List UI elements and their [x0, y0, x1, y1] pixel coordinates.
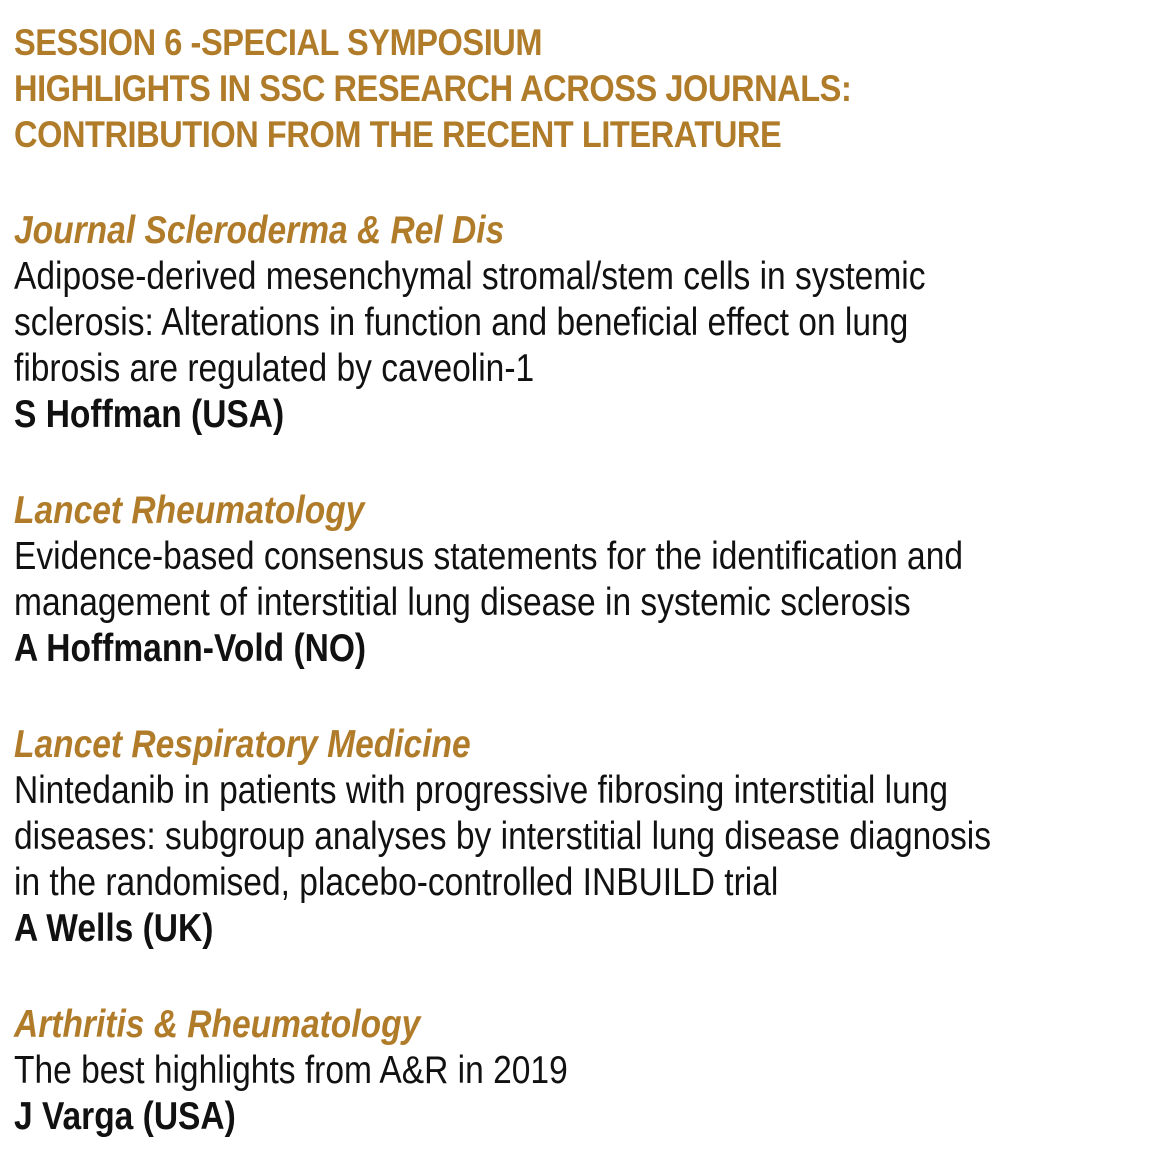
session-title-line-3: CONTRIBUTION FROM THE RECENT LITERATURE — [14, 114, 782, 155]
talk-2 — [14, 488, 1154, 672]
speaker-name: A Hoffmann-Vold (NO) — [14, 627, 367, 670]
talk-3 — [14, 722, 1154, 952]
talk-title-line: management of interstitial lung disease in systemic sclerosis — [14, 581, 911, 624]
journal-name: Journal Scleroderma & Rel Dis — [14, 209, 505, 252]
session-heading — [14, 20, 1017, 158]
journal-name: Lancet Rheumatology — [14, 489, 365, 532]
talk-title-line: The best highlights from A&R in 2019 — [14, 1049, 568, 1092]
talk-title-line: sclerosis: Alterations in function and beneficial effect on lung — [14, 301, 909, 344]
talk-title-line: in the randomised, placebo-controlled INBUILD trial — [14, 861, 779, 904]
symposium-program — [14, 20, 1154, 1140]
talk-title — [14, 1048, 1158, 1094]
speaker-name: S Hoffman (USA) — [14, 393, 285, 436]
journal-name: Arthritis & Rheumatology — [14, 1003, 421, 1046]
talk-title-line: Evidence-based consensus statements for the identification and — [14, 535, 964, 578]
speaker-name: J Varga (USA) — [14, 1095, 236, 1138]
talk-title — [14, 768, 1158, 906]
speaker-name: A Wells (UK) — [14, 907, 214, 950]
talk-title-line: diseases: subgroup analyses by interstitial lung disease diagnosis — [14, 815, 991, 858]
journal-name: Lancet Respiratory Medicine — [14, 723, 471, 766]
talk-title-line: Nintedanib in patients with progressive fibrosing interstitial lung — [14, 769, 949, 812]
talk-title — [14, 534, 1158, 626]
session-title-line-2: HIGHLIGHTS IN SSC RESEARCH ACROSS JOURNALS: — [14, 68, 852, 109]
talk-4 — [14, 1002, 1154, 1140]
talk-title-line: fibrosis are regulated by caveolin-1 — [14, 347, 535, 390]
talk-title — [14, 254, 1158, 392]
talk-title-line: Adipose-derived mesenchymal stromal/stem cells in systemic — [14, 255, 926, 298]
session-title-line-1: SESSION 6 -SPECIAL SYMPOSIUM — [14, 22, 543, 63]
talk-1 — [14, 208, 1154, 438]
